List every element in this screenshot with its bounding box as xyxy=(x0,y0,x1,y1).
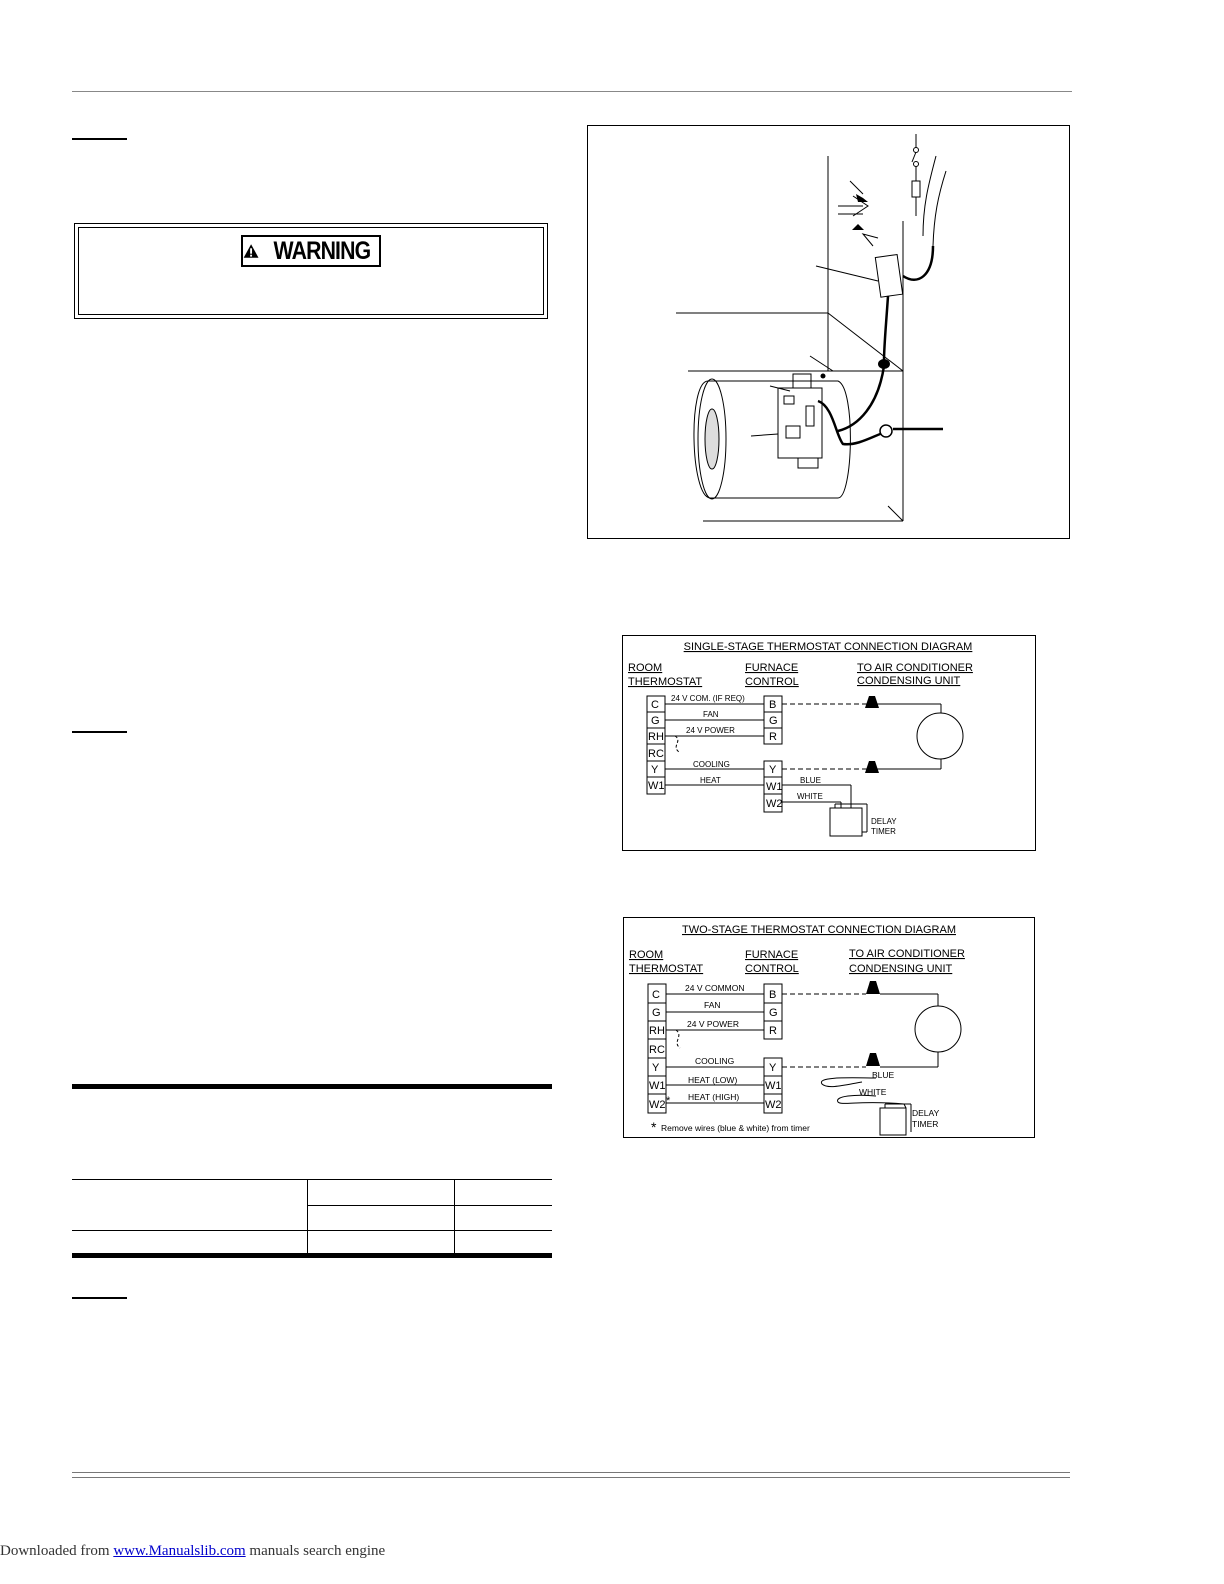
ss-wire-cooling: COOLING xyxy=(693,760,730,769)
footer-suffix: manuals search engine xyxy=(249,1543,386,1559)
ss-room-header-1: ROOM xyxy=(628,662,663,674)
ss-room-header-2: THERMOSTAT xyxy=(628,676,703,688)
ts-room-header-2: THERMOSTAT xyxy=(629,963,704,975)
ts-disconnect-icon-top xyxy=(866,981,880,994)
section-underline-1 xyxy=(72,138,127,140)
ts-disconnect-icon-bottom xyxy=(866,1053,880,1066)
ts-furnace-terminal: R xyxy=(769,1025,777,1037)
ts-furnace-header-2: CONTROL xyxy=(745,963,799,975)
ts-wire-heat-low: HEAT (LOW) xyxy=(688,1075,738,1085)
ts-furnace-terminal: W2 xyxy=(765,1099,782,1111)
two-stage-title: TWO-STAGE THERMOSTAT CONNECTION DIAGRAM xyxy=(682,924,956,936)
footer-rule-top xyxy=(72,1472,1070,1473)
ts-furnace-terminal: W1 xyxy=(765,1080,782,1092)
ts-therm-terminal: RH xyxy=(649,1025,665,1037)
footer-link[interactable]: www.Manualslib.com xyxy=(113,1543,246,1559)
ss-furnace-terminal: Y xyxy=(769,764,777,776)
ts-furnace-terminal: B xyxy=(769,989,777,1001)
ts-wire-cooling: COOLING xyxy=(695,1056,735,1066)
warning-triangle-icon xyxy=(243,240,259,262)
ts-w2-asterisk: * xyxy=(666,1095,671,1107)
ts-furnace-header-1: FURNACE xyxy=(745,949,799,961)
ts-timer-label-1: DELAY xyxy=(912,1108,940,1118)
section-underline-2 xyxy=(72,731,127,733)
warning-text: WARNING xyxy=(273,236,371,265)
ss-therm-terminal: G xyxy=(651,715,660,727)
ss-wire-blue: BLUE xyxy=(800,776,821,785)
ss-therm-terminal: W1 xyxy=(648,780,665,792)
ts-wire-white: WHITE xyxy=(859,1087,887,1097)
ss-therm-terminal: RC xyxy=(648,748,664,760)
header-rule xyxy=(72,91,1072,92)
ts-ac-header-2: CONDENSING UNIT xyxy=(849,963,953,975)
ts-wire-common: 24 V COMMON xyxy=(685,983,745,993)
ts-footnote-asterisk: * xyxy=(651,1119,657,1135)
table-header-rule xyxy=(72,1179,552,1180)
ts-therm-terminal: W2 xyxy=(649,1099,666,1111)
ss-timer-label-1: DELAY xyxy=(871,817,897,826)
ss-furnace-terminal: R xyxy=(769,731,777,743)
table-col-divider-1 xyxy=(307,1179,308,1254)
single-stage-title: SINGLE-STAGE THERMOSTAT CONNECTION DIAGRAM xyxy=(683,641,973,653)
ts-timer-label-2: TIMER xyxy=(912,1119,939,1129)
footer-rule-bottom xyxy=(72,1477,1070,1478)
ss-ac-header-1: TO AIR CONDITIONER xyxy=(857,662,973,674)
table-row-rule xyxy=(72,1230,552,1231)
ts-wire-power: 24 V POWER xyxy=(687,1019,739,1029)
ss-furnace-terminal: W1 xyxy=(766,781,783,793)
ts-furnace-terminal: G xyxy=(769,1007,778,1019)
warning-label xyxy=(241,235,381,267)
ss-disconnect-icon-top xyxy=(865,696,879,708)
two-stage-diagram xyxy=(623,917,1035,1138)
ss-wire-fan: FAN xyxy=(703,710,719,719)
table-subheader-rule xyxy=(307,1205,552,1206)
ss-furnace-header-1: FURNACE xyxy=(745,662,799,674)
warning-box xyxy=(74,223,548,319)
furnace-line-drawing xyxy=(588,126,1068,537)
footer xyxy=(0,1543,385,1560)
ts-therm-terminal: C xyxy=(652,989,660,1001)
ts-furnace-terminal: Y xyxy=(769,1062,777,1074)
furnace-wiring-illustration xyxy=(587,125,1070,539)
table-top-thick-rule xyxy=(72,1084,552,1089)
footer-prefix: Downloaded from xyxy=(0,1543,110,1559)
section-underline-3 xyxy=(72,1297,127,1299)
ts-therm-terminal: RC xyxy=(649,1044,665,1056)
ss-ac-header-2: CONDENSING UNIT xyxy=(857,675,961,687)
ts-ac-header-1: TO AIR CONDITIONER xyxy=(849,948,965,960)
ts-therm-terminal: Y xyxy=(652,1062,660,1074)
ss-disconnect-icon-bottom xyxy=(865,761,879,773)
ss-furnace-terminal: W2 xyxy=(766,798,783,810)
single-stage-diagram xyxy=(622,635,1036,851)
ss-therm-terminal: RH xyxy=(648,731,664,743)
ts-wire-fan: FAN xyxy=(704,1000,721,1010)
ss-wire-power: 24 V POWER xyxy=(686,726,735,735)
ss-timer-label-2: TIMER xyxy=(871,827,896,836)
table-col-divider-2 xyxy=(454,1179,455,1254)
ss-wire-heat: HEAT xyxy=(700,776,721,785)
ts-room-header-1: ROOM xyxy=(629,949,664,961)
ss-furnace-terminal: B xyxy=(769,699,777,711)
ts-wire-heat-high: HEAT (HIGH) xyxy=(688,1092,740,1102)
ts-therm-terminal: G xyxy=(652,1007,661,1019)
ss-therm-terminal: Y xyxy=(651,764,659,776)
ts-footnote-text: Remove wires (blue & white) from timer xyxy=(661,1123,810,1133)
ss-therm-terminal: C xyxy=(651,699,659,711)
ss-furnace-header-2: CONTROL xyxy=(745,676,799,688)
table-bottom-thick-rule xyxy=(72,1253,552,1258)
ss-wire-white: WHITE xyxy=(797,792,823,801)
ss-wire-common: 24 V COM. (IF REQ) xyxy=(671,694,745,703)
ts-therm-terminal: W1 xyxy=(649,1080,666,1092)
ss-furnace-terminal: G xyxy=(769,715,778,727)
ts-wire-blue: BLUE xyxy=(872,1070,895,1080)
